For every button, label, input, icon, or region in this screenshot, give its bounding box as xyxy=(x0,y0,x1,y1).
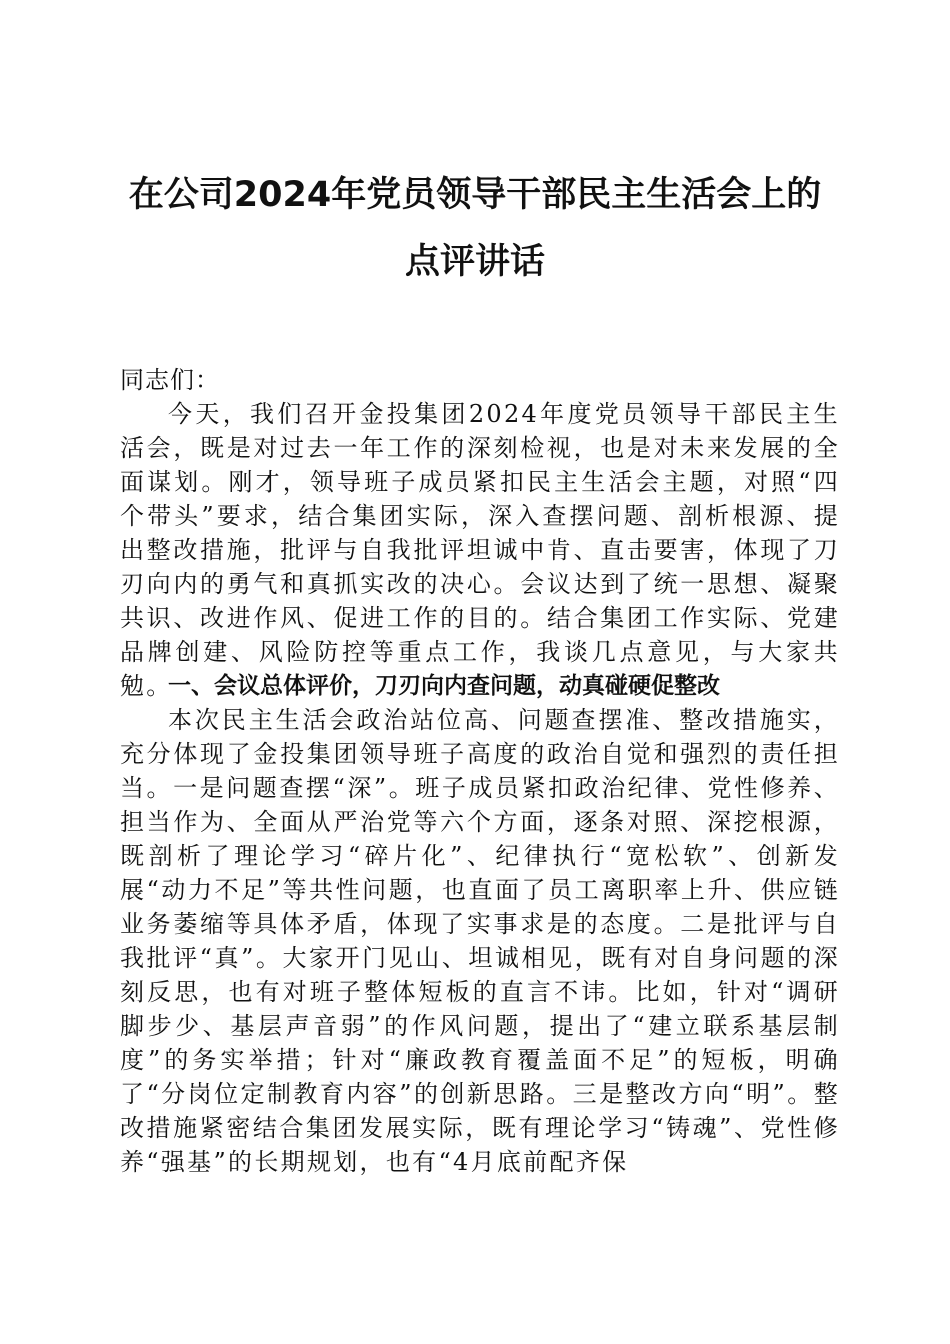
greeting: 同志们： xyxy=(120,366,220,394)
section-heading-1: 一、会议总体评价，刀刃向内查问题，动真碰硬促整改 xyxy=(168,673,720,699)
paragraph-2: 本次民主生活会政治站位高、问题查摆准、整改措施实，充分体现了金投集团领导班子高度的政治自觉和强烈的责任担当。一是问题查摆“深”。班子成员紧扣政治纪律、党性修养、担当作为、全面从严治党等六个方面，逐条对照、深挖根源，既剖析了理论学习“碎片化”、纪律执行“宽松软”、创新发展“动力不足”等共性问题，也直面了员工离职率上升、供应链业务萎缩等具体矛盾，体现了实事求是的态度。二是批评与自我批评“真”。大家开门见山、坦诚相见，既有对自身问题的深刻反思，也有对班子整体短板的直言不讳。比如，针对“调研脚步少、基层声音弱”的作风问题，提出了“建立联系基层制度”的务实举措；针对“廉政教育覆盖面不足”的短板，明确了“分岗位定制教育内容”的创新思路。三是整改方向“明”。整改措施紧密结合集团发展实际，既有理论学习“铸魂”、党性修养“强基”的长期规划，也有“4月底前配齐保 xyxy=(120,706,840,1176)
document-title-line-1: 在公司2024年党员领导干部民主生活会上的 xyxy=(128,175,822,215)
paragraph-1: 今天，我们召开金投集团2024年度党员领导干部民主生活会，既是对过去一年工作的深刻检视，也是对未来发展的全面谋划。刚才，领导班子成员紧扣民主生活会主题，对照“四个带头”要求，结合集团实际，深入查摆问题、剖析根源、提出整改措施，批评与自我批评坦诚中肯、直击要害，体现了刀刃向内的勇气和真抓实改的决心。会议达到了统一思想、凝聚共识、改进作风、促进工作的目的。结合集团工作实际、党建品牌创建、风险防控等重点工作，我谈几点意见，与大家共勉。 xyxy=(120,400,840,700)
document-title-line-2: 点评讲话 xyxy=(404,242,545,282)
